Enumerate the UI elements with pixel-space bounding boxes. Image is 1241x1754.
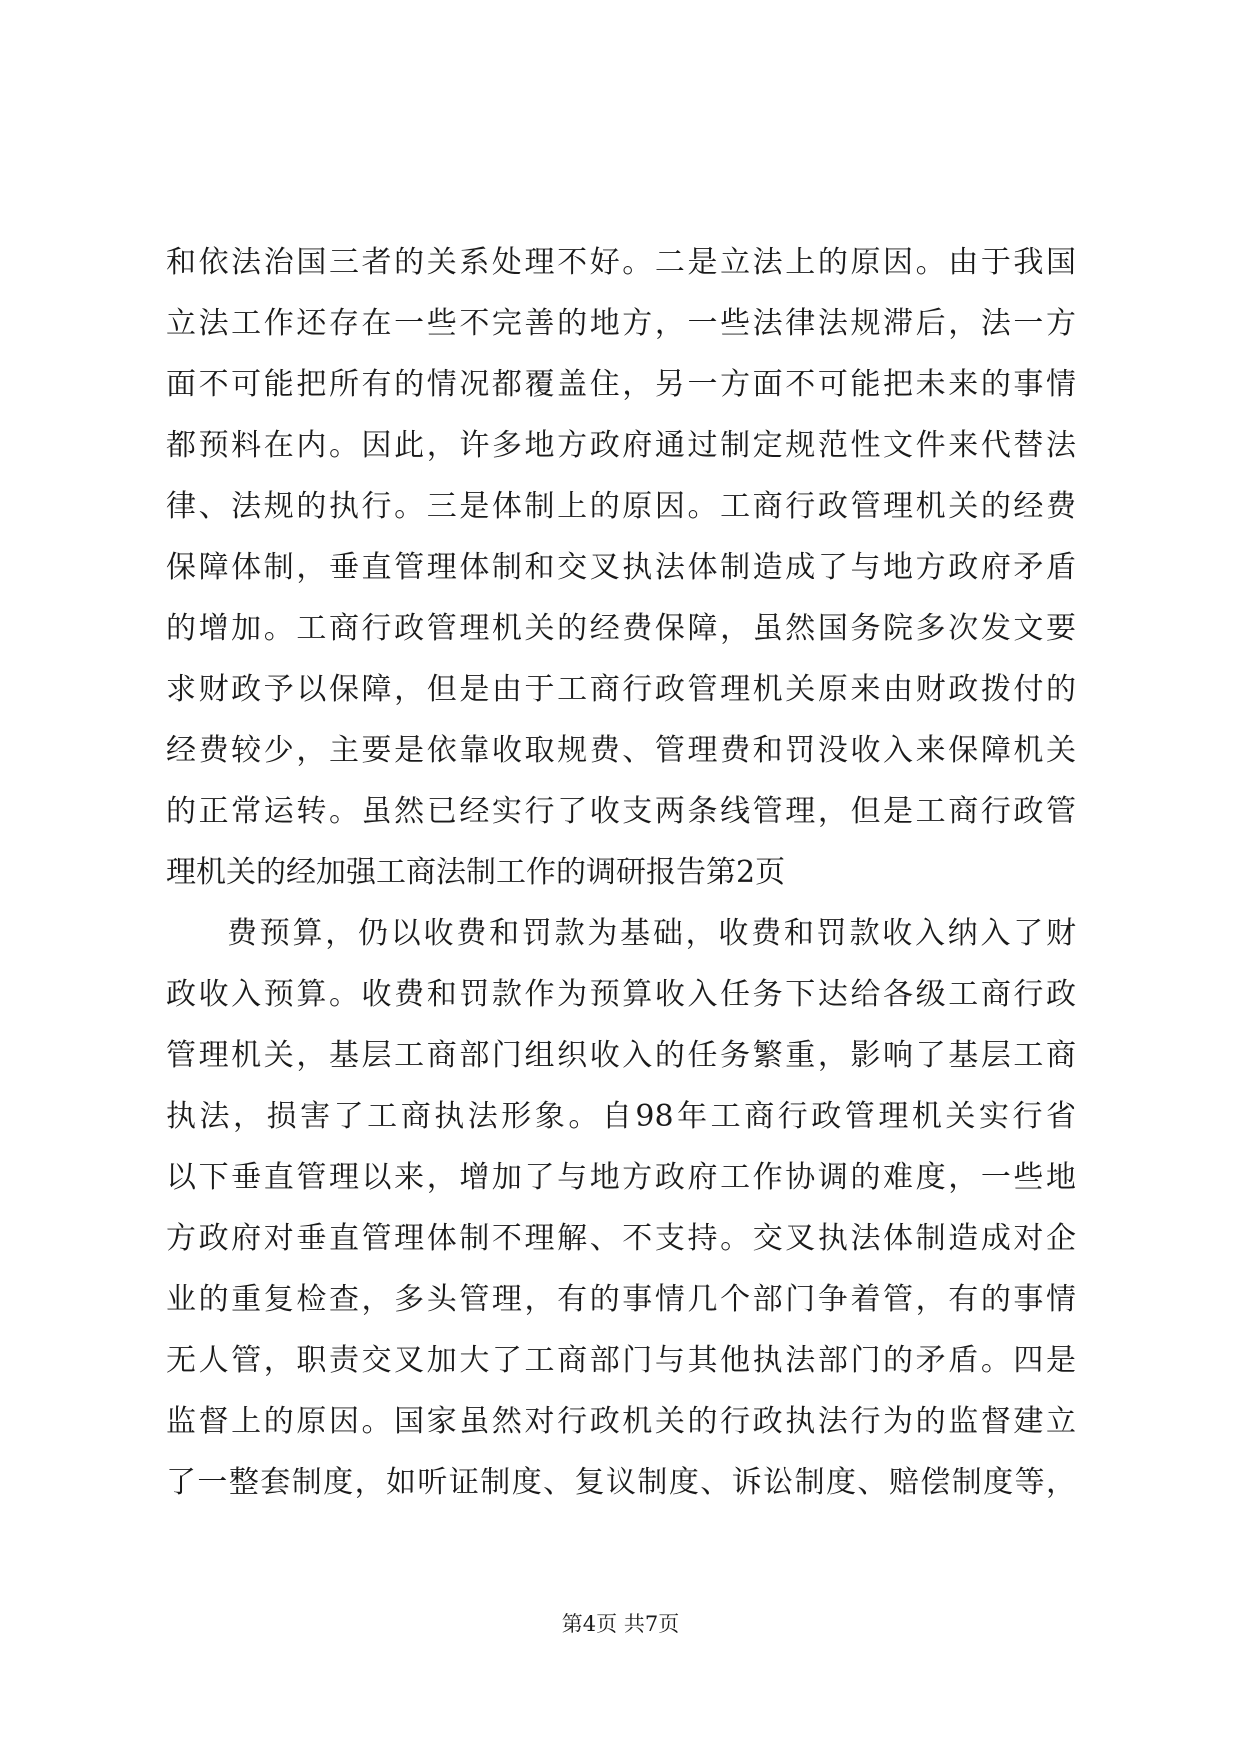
text-line: 执法，损害了工商执法形象。自98年工商行政管理机关实行省 bbox=[166, 1099, 1076, 1134]
text-line: 的增加。工商行政管理机关的经费保障，虽然国务院多次发文要 bbox=[166, 611, 1076, 646]
text-line: 方政府对垂直管理体制不理解、不支持。交叉执法体制造成对企 bbox=[166, 1221, 1076, 1256]
text-line-paragraph-start: 费预算，仍以收费和罚款为基础，收费和罚款收入纳入了财 bbox=[227, 916, 1076, 951]
text-line: 管理机关，基层工商部门组织收入的任务繁重，影响了基层工商 bbox=[166, 1038, 1076, 1073]
text-line: 律、法规的执行。三是体制上的原因。工商行政管理机关的经费 bbox=[166, 489, 1076, 524]
text-line: 监督上的原因。国家虽然对行政机关的行政执法行为的监督建立 bbox=[166, 1404, 1076, 1439]
text-line: 都预料在内。因此，许多地方政府通过制定规范性文件来代替法 bbox=[166, 428, 1076, 463]
text-line: 以下垂直管理以来，增加了与地方政府工作协调的难度，一些地 bbox=[166, 1160, 1076, 1195]
text-line: 业的重复检查，多头管理，有的事情几个部门争着管，有的事情 bbox=[166, 1282, 1076, 1317]
text-line: 经费较少，主要是依靠收取规费、管理费和罚没收入来保障机关 bbox=[166, 733, 1076, 768]
text-line-paragraph-end: 理机关的经加强工商法制工作的调研报告第2页 bbox=[166, 855, 786, 890]
document-body bbox=[166, 232, 1076, 1513]
text-line: 和依法治国三者的关系处理不好。二是立法上的原因。由于我国 bbox=[166, 245, 1076, 280]
text-line: 政收入预算。收费和罚款作为预算收入任务下达给各级工商行政 bbox=[166, 977, 1076, 1012]
text-line: 的正常运转。虽然已经实行了收支两条线管理，但是工商行政管 bbox=[166, 794, 1076, 829]
page-number-footer: 第4页 共7页 bbox=[561, 1612, 680, 1636]
text-line: 求财政予以保障，但是由于工商行政管理机关原来由财政拨付的 bbox=[166, 672, 1076, 707]
text-line: 了一整套制度，如听证制度、复议制度、诉讼制度、赔偿制度等， bbox=[166, 1465, 1076, 1500]
text-line: 立法工作还存在一些不完善的地方，一些法律法规滞后，法一方 bbox=[166, 306, 1076, 341]
text-line: 无人管，职责交叉加大了工商部门与其他执法部门的矛盾。四是 bbox=[166, 1343, 1076, 1378]
text-line: 面不可能把所有的情况都覆盖住，另一方面不可能把未来的事情 bbox=[166, 367, 1076, 402]
text-line: 保障体制，垂直管理体制和交叉执法体制造成了与地方政府矛盾 bbox=[166, 550, 1076, 585]
